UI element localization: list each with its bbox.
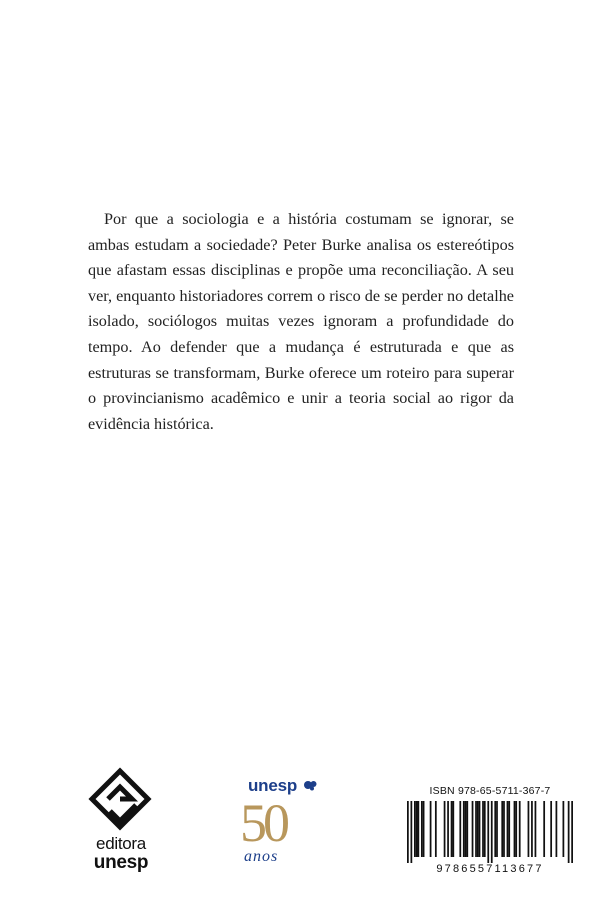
unesp-50-anos-logo bbox=[240, 776, 326, 876]
barcode-bar bbox=[410, 801, 412, 863]
barcode-bar bbox=[571, 801, 573, 863]
barcode-digits: 9786557113677 bbox=[436, 863, 544, 875]
barcode-bar bbox=[447, 801, 449, 857]
barcode-bar bbox=[472, 801, 474, 857]
barcode-bar bbox=[482, 801, 484, 857]
barcode-bar bbox=[494, 801, 496, 857]
barcode-bar bbox=[568, 801, 570, 863]
barcode-bar bbox=[556, 801, 558, 857]
barcode-bar bbox=[507, 801, 509, 857]
barcode-bar bbox=[466, 801, 468, 857]
barcode-bar bbox=[503, 801, 505, 857]
barcode-bar bbox=[475, 801, 477, 857]
publisher-name-line2: unesp bbox=[93, 852, 149, 873]
back-cover-blurb bbox=[88, 207, 514, 437]
unesp-brand-text: unesp bbox=[248, 776, 298, 795]
barcode-bar bbox=[479, 801, 481, 857]
anniversary-word: anos bbox=[244, 848, 279, 865]
barcode-bar bbox=[417, 801, 419, 857]
barcode-bar bbox=[563, 801, 565, 857]
anniversary-number: 50 bbox=[240, 793, 286, 853]
barcode-bars bbox=[407, 801, 573, 863]
barcode-bar bbox=[407, 801, 409, 863]
editora-unesp-mark-icon bbox=[88, 767, 152, 833]
barcode-bar bbox=[491, 801, 493, 863]
barcode-bar bbox=[430, 801, 432, 857]
blurb-paragraph: Por que a sociologia e a história costumam se ignorar, se ambas estudam a sociedade? Peter Burke analisa os estereótipos que afastam essas disciplinas e propõe uma reconciliação. A seu ver, enquanto historiadores correm o risco de se perder no detalhe isolado, sociólogos muitas vezes ignoram a profundidade do tempo. Ao defender que a mudança é estruturada e que as estruturas se transformam, Burke oferece um roteiro para superar o provincianismo acadêmico e unir a teoria social ao rigor da evidência histórica. bbox=[88, 210, 514, 433]
barcode-bar bbox=[414, 801, 416, 857]
barcode-bar bbox=[531, 801, 533, 857]
barcode-bar bbox=[543, 801, 545, 857]
barcode-bar bbox=[421, 801, 423, 857]
isbn-label: ISBN 978-65-5711-367-7 bbox=[429, 785, 551, 797]
barcode-bar bbox=[423, 801, 425, 857]
barcode-bar bbox=[550, 801, 552, 857]
editora-unesp-logo bbox=[86, 767, 156, 877]
barcode-bar bbox=[535, 801, 537, 857]
barcode-bar bbox=[451, 801, 453, 857]
barcode-bar bbox=[477, 801, 479, 857]
publisher-name-line1: editora bbox=[96, 834, 146, 853]
barcode-bar bbox=[515, 801, 517, 857]
barcode-bar bbox=[444, 801, 446, 857]
isbn-barcode bbox=[405, 785, 575, 885]
barcode-bar bbox=[435, 801, 437, 857]
barcode-bar bbox=[514, 801, 516, 857]
barcode-bar bbox=[501, 801, 503, 857]
barcode-bar bbox=[463, 801, 465, 857]
barcode-bar bbox=[459, 801, 461, 857]
unesp-bubble-icon bbox=[303, 780, 317, 791]
barcode-bar bbox=[484, 801, 486, 857]
barcode-bar bbox=[465, 801, 467, 857]
barcode-bar bbox=[416, 801, 418, 857]
barcode-bar bbox=[487, 801, 489, 863]
barcode-bar bbox=[519, 801, 521, 857]
barcode-bar bbox=[496, 801, 498, 857]
barcode-bar bbox=[528, 801, 530, 857]
editora-unesp-wordmark bbox=[86, 835, 156, 872]
barcode-bar bbox=[452, 801, 454, 857]
barcode-bar bbox=[508, 801, 510, 857]
